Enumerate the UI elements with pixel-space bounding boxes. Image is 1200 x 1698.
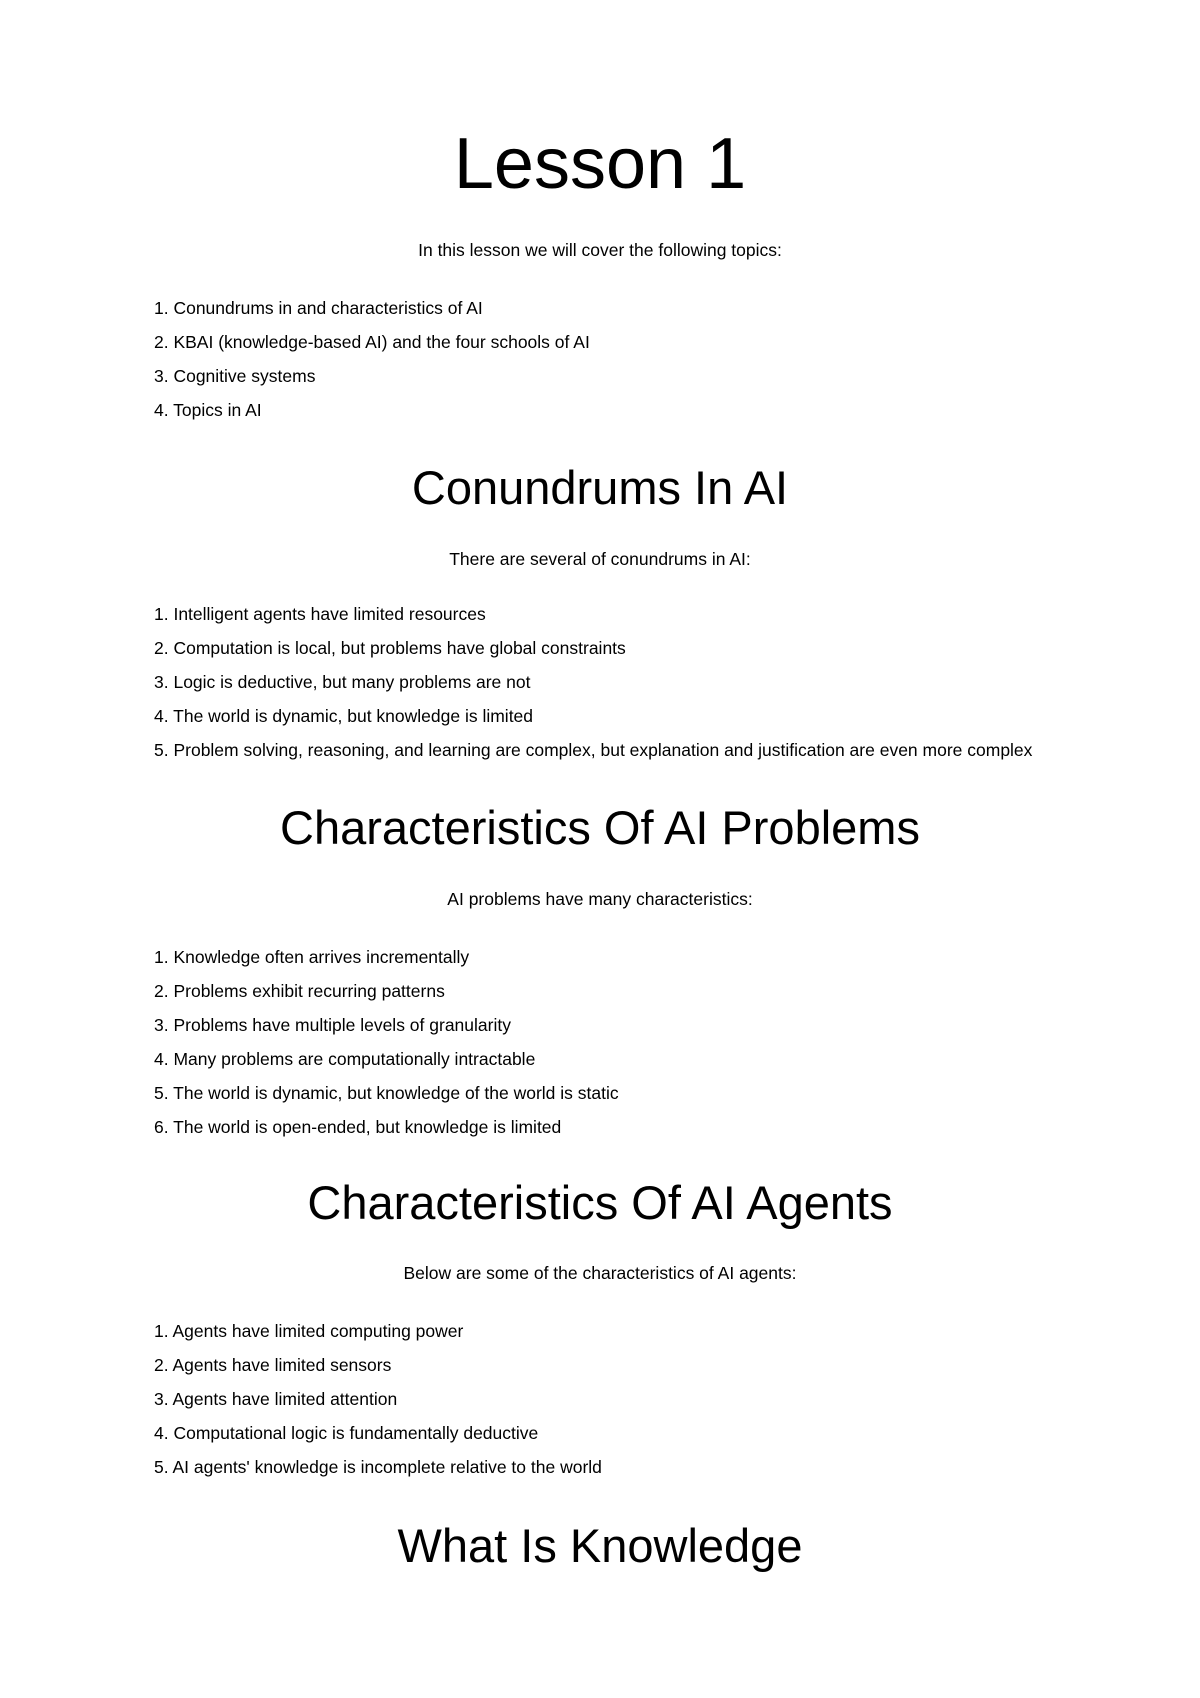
list-item: 4. The world is dynamic, but knowledge is limited <box>154 706 534 726</box>
list-item: 6. The world is open-ended, but knowledge is limited <box>154 1117 562 1137</box>
conundrums-list <box>154 597 1032 767</box>
section-heading: Characteristics Of AI Agents <box>307 1176 893 1229</box>
agent-characteristics-list <box>154 1314 602 1484</box>
section-intro: Below are some of the characteristics of AI agents: <box>403 1263 797 1283</box>
list-item: 3. Logic is deductive, but many problems are not <box>154 672 531 692</box>
list-item: 2. KBAI (knowledge-based AI) and the four schools of AI <box>154 332 590 352</box>
page-title: Lesson 1 <box>453 124 747 204</box>
list-item: 1. Intelligent agents have limited resources <box>154 604 486 624</box>
section-heading: What Is Knowledge <box>397 1519 803 1572</box>
list-item: 4. Many problems are computationally intractable <box>154 1049 536 1069</box>
list-item: 1. Agents have limited computing power <box>154 1321 464 1341</box>
section-intro: AI problems have many characteristics: <box>447 889 753 909</box>
list-item: 4. Topics in AI <box>154 400 262 420</box>
list-item: 2. Computation is local, but problems have global constraints <box>154 638 626 658</box>
list-item: 1. Knowledge often arrives incrementally <box>154 947 470 967</box>
section-heading: Conundrums In AI <box>411 461 789 514</box>
list-item: 2. Problems exhibit recurring patterns <box>154 981 445 1001</box>
section-heading: Characteristics Of AI Problems <box>280 801 920 854</box>
list-item: 3. Cognitive systems <box>154 366 316 386</box>
list-item: 5. Problem solving, reasoning, and learning are complex, but explanation and justification are even more complex <box>154 740 1033 760</box>
lesson-intro: In this lesson we will cover the following topics: <box>418 240 782 260</box>
list-item: 3. Agents have limited attention <box>154 1389 398 1409</box>
list-item: 3. Problems have multiple levels of granularity <box>154 1015 511 1035</box>
list-item: 5. AI agents' knowledge is incomplete relative to the world <box>154 1457 602 1477</box>
list-item: 5. The world is dynamic, but knowledge of the world is static <box>154 1083 619 1103</box>
list-item: 1. Conundrums in and characteristics of AI <box>154 298 483 318</box>
list-item: 4. Computational logic is fundamentally deductive <box>154 1423 539 1443</box>
topics-list <box>154 291 590 427</box>
list-item: 2. Agents have limited sensors <box>154 1355 392 1375</box>
problem-characteristics-list <box>154 940 619 1144</box>
section-intro: There are several of conundrums in AI: <box>449 549 751 569</box>
